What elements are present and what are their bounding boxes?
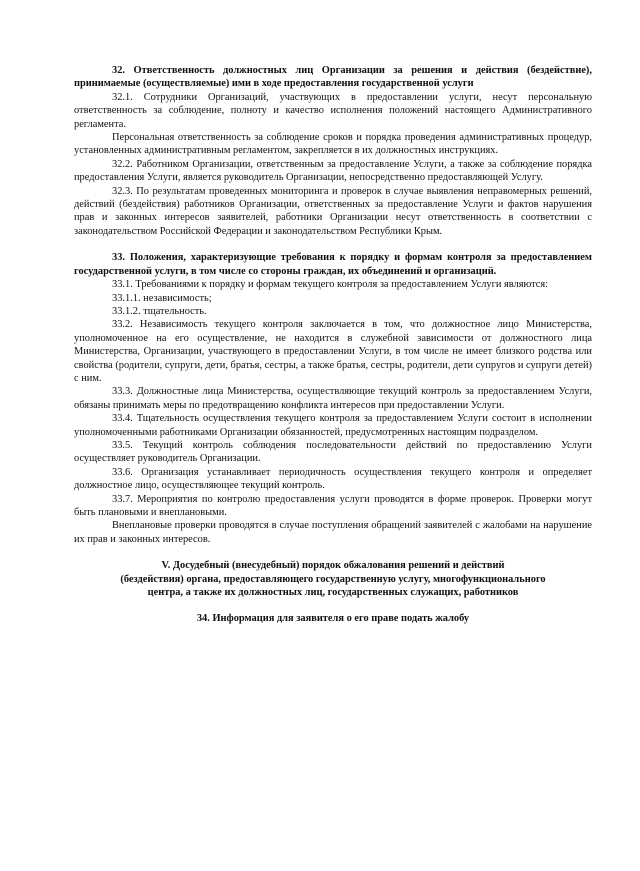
section-34-heading: 34. Информация для заявителя о его праве подать жалобу (196, 613, 470, 625)
section-5-heading (74, 559, 592, 599)
spacer (74, 599, 592, 612)
spacer (74, 238, 592, 251)
paragraph-33-2: 33.2. Независимость текущего контроля заключается в том, что должностное лицо Министерства, уполномоченное на его осуществление, не находится в служебной зависимости от должностного лица Министерства, Организации, участвующего в предоставлении Услуги, в том числе не имеет близкого родства или свойства (родители, супруги, дети, братья, сестры, а также братья, сестры, родители, дети супругов и супруги детей) с ним. (74, 319, 592, 384)
paragraph-32-2: 32.2. Работником Организации, ответственным за предоставление Услуги, а также за соблюдение порядка предоставления Услуги, является руководитель Организации, непосредственно предоставляющей Услугу. (74, 158, 592, 184)
section-5-heading-line-2: (бездействия) органа, предоставляющего государственную услугу, многофункционального (120, 573, 546, 585)
paragraph-33-5: 33.5. Текущий контроль соблюдения последовательности действий по предоставлению Услуги осуществляет руководитель Организации. (74, 439, 592, 465)
paragraph-33-1: 33.1. Требованиями к порядку и формам текущего контроля за предоставлением Услуги являются: (112, 279, 549, 291)
paragraph-32-1-b: Персональная ответственность за соблюдение сроков и порядка проведения административных процедур, установленных административным регламентом, закрепляется в их должностных инструкциях. (74, 132, 592, 157)
paragraph-33-4: 33.4. Тщательность осуществления текущего контроля за предоставлением Услуги состоит в исполнении уполномоченными работниками Организации обязанностей, предусмотренных настоящим подразделом. (74, 413, 592, 438)
section-33-heading: 33. Положения, характеризующие требования к порядку и формам контроля за предоставлением государственной услуги, в том числе со стороны граждан, их объединений и организаций. (74, 252, 592, 277)
paragraph-32-1: 32.1. Сотрудники Организаций, участвующих в предоставлении услуги, несут персональную ответственность за соблюдение, полноту и качество исполнения положений настоящего Административного регламента. (74, 91, 592, 130)
spacer (74, 546, 592, 559)
paragraph-33-1-2: 33.1.2. тщательность. (112, 305, 207, 317)
paragraph-33-3: 33.3. Должностные лица Министерства, осуществляющие текущий контроль за предоставлением Услуги, обязаны принимать меры по предотвращению конфликта интересов при предоставлении Услуги. (74, 386, 592, 411)
section-5-heading-line-3: центра, а также их должностных лиц, государственных служащих, работников (147, 587, 519, 599)
section-5-heading-line-1: V. Досудебный (внесудебный) порядок обжалования решений и действий (161, 560, 505, 572)
paragraph-32-3: 32.3. По результатам проведенных мониторинга и проверок в случае выявления неправомерных решений, действий (бездействия) работников Организации, ответственных за предоставление Услуги и фактов нарушения прав и законных интересов заявителей, работники Организации несут ответственность в соответствии с законодательством Российской Федерации и законодательством Республики Крым. (74, 185, 592, 237)
paragraph-33-1-1: 33.1.1. независимость; (112, 292, 212, 304)
paragraph-33-7-b: Внеплановые проверки проводятся в случае поступления обращений заявителей с жалобами на нарушение их прав и законных интересов. (74, 520, 592, 545)
section-32-heading: 32. Ответственность должностных лиц Организации за решения и действия (бездействие), принимаемые (осуществляемые) ими в ходе предоставления государственной услуги (74, 65, 592, 90)
paragraph-33-6: 33.6. Организация устанавливает периодичность осуществления текущего контроля и определяет должностное лицо, осуществляющее текущий контроль. (74, 466, 592, 492)
paragraph-33-7: 33.7. Мероприятия по контролю предоставления услуги проводятся в форме проверок. Проверки могут быть плановыми и внеплановыми. (74, 493, 592, 518)
